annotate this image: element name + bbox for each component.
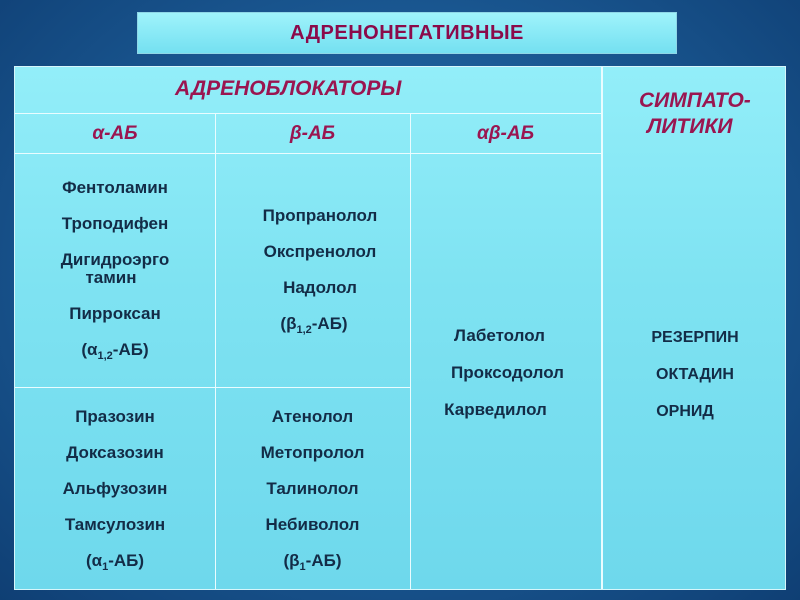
cell-sympatholytics	[603, 319, 787, 430]
drug-name: Надолол	[283, 278, 357, 297]
group-prefix: (α	[85, 551, 103, 570]
drug-name: Троподифен	[61, 214, 169, 233]
drug-name: Окспренолол	[263, 242, 377, 261]
drug-name: Тамсулозин	[64, 515, 166, 534]
header-adrenoblockers: АДРЕНОБЛОКАТОРЫ	[175, 77, 402, 100]
group-subscript: 1	[299, 561, 306, 573]
divider-header-bottom	[15, 153, 601, 154]
drug-name: тамин	[85, 268, 137, 287]
group-suffix: -АБ)	[112, 340, 149, 359]
group-label	[15, 332, 215, 370]
drug-name: РЕЗЕРПИН	[651, 329, 739, 346]
group-prefix: (β	[280, 314, 297, 333]
drug-name: Фентоламин	[62, 178, 168, 197]
cell-alphabeta	[410, 317, 601, 428]
drug-name: Проксодолол	[451, 363, 564, 382]
group-suffix: -АБ)	[305, 551, 342, 570]
drug-name: Доксазозин	[66, 443, 164, 462]
header-sympatholytics-line2: ЛИТИКИ	[647, 115, 733, 138]
drug-name: Лабетолол	[454, 326, 545, 345]
drug-name: Пирроксан	[69, 304, 161, 323]
group-suffix: -АБ)	[311, 314, 348, 333]
drug-name: Метопролол	[260, 443, 365, 462]
cell-alpha-nonselective	[15, 170, 215, 370]
drug-name: Дигидроэрго	[60, 250, 170, 269]
drug-name: Альфузозин	[62, 479, 168, 498]
cell-beta1-selective	[215, 399, 410, 581]
group-subscript: 1	[102, 561, 109, 573]
cell-beta-nonselective	[220, 198, 420, 344]
drug-name: ОКТАДИН	[656, 366, 734, 383]
drug-name: Празозин	[75, 407, 155, 426]
group-subscript: 1,2	[97, 350, 113, 362]
drug-name: Карведилол	[444, 400, 547, 419]
group-label	[15, 543, 215, 581]
header-col-alphabeta: αβ-АБ	[476, 123, 535, 144]
drug-name: Талинолол	[266, 479, 359, 498]
group-label	[214, 306, 414, 344]
classification-table	[14, 66, 786, 590]
cell-alpha1-selective	[15, 399, 215, 581]
divider-header-mid	[15, 113, 601, 114]
slide-title: АДРЕНОНЕГАТИВНЫЕ	[137, 12, 677, 54]
drug-name: ОРНИД	[656, 403, 714, 420]
group-subscript: 1,2	[296, 324, 312, 336]
drug-name: Пропранолол	[262, 206, 378, 225]
group-prefix: (α	[81, 340, 98, 359]
header-sympatholytics-line1: СИМПАТО-	[639, 89, 751, 112]
drug-name: Небиволол	[265, 515, 360, 534]
group-suffix: -АБ)	[108, 551, 145, 570]
group-prefix: (β	[283, 551, 300, 570]
group-label	[215, 543, 410, 581]
divider-row	[15, 387, 410, 388]
drug-name: Атенолол	[271, 407, 354, 426]
header-col-beta: β-АБ	[289, 123, 336, 144]
header-col-alpha: α-АБ	[92, 123, 138, 144]
